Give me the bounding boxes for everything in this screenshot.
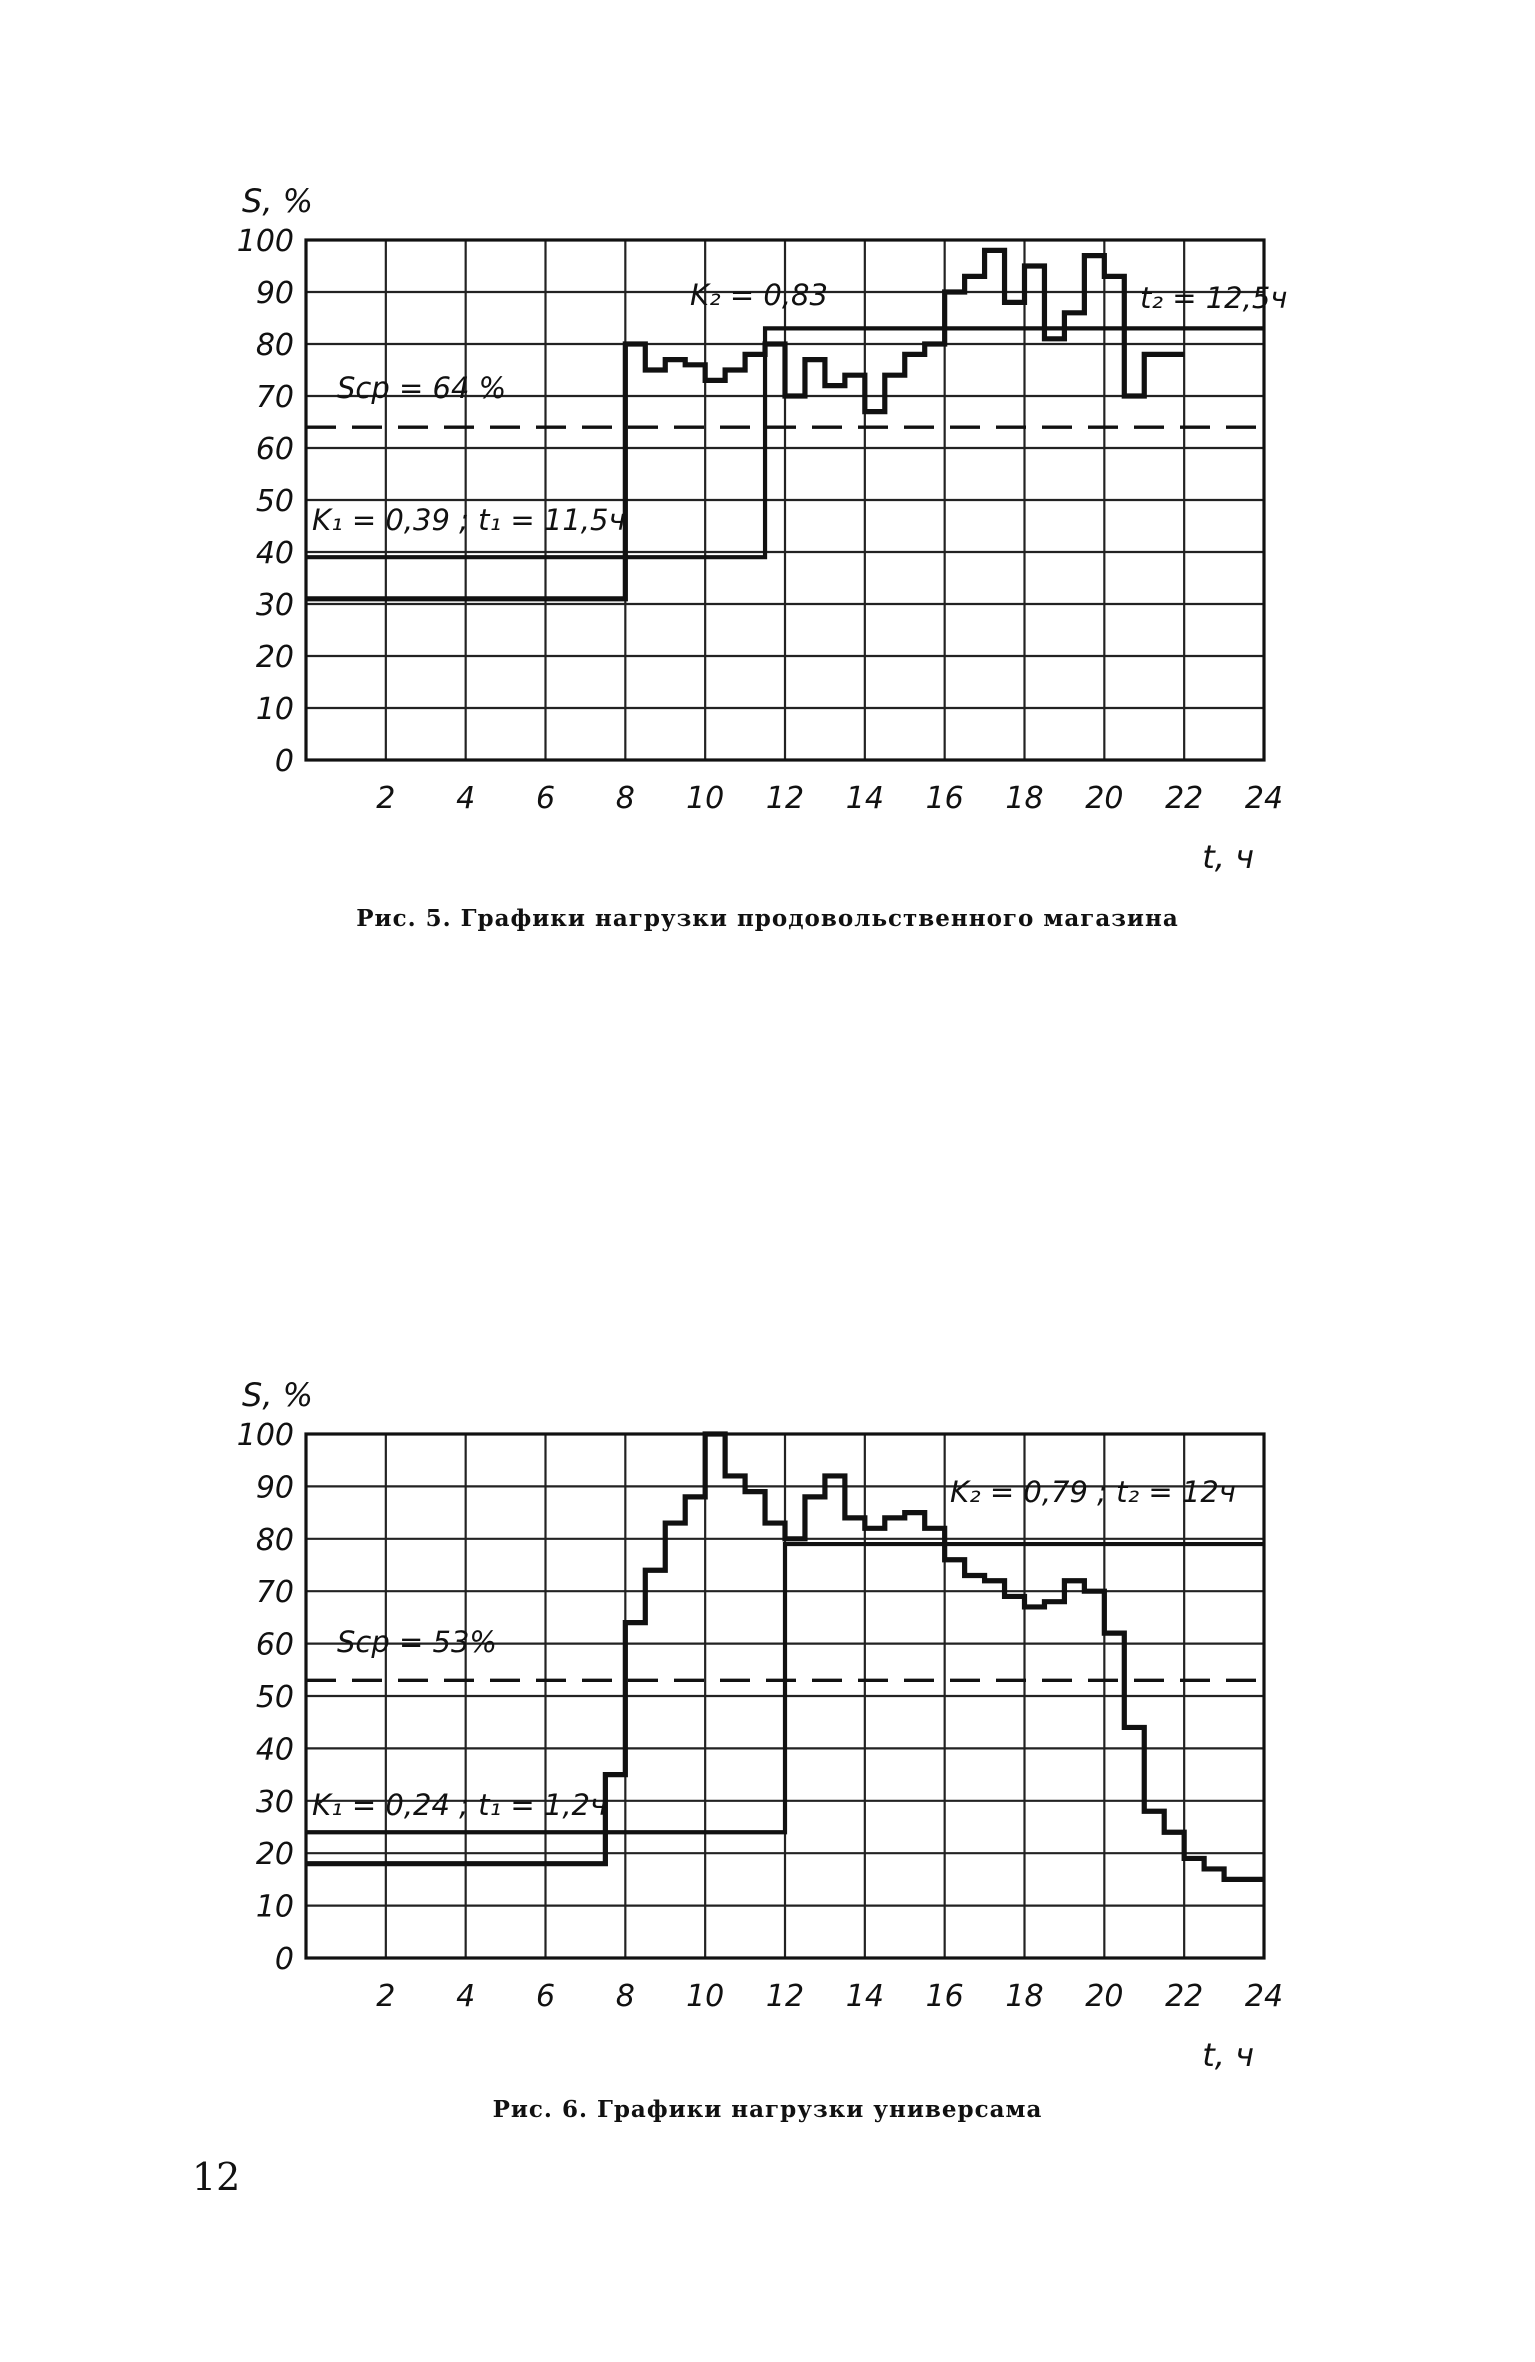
c1-x-tick-label: 2 <box>376 781 396 816</box>
c1-annotation-k2: K₂ = 0,83 <box>690 278 828 312</box>
c1-x-tick-label: 6 <box>535 781 556 816</box>
c2-x-tick-label: 8 <box>615 1979 635 2014</box>
c2-x-tick-label: 6 <box>535 1979 556 2014</box>
c2-x-tick-label: 14 <box>845 1979 884 2014</box>
c1-x-tick-label: 10 <box>686 781 725 816</box>
c2-y-tick-label: 80 <box>255 1522 294 1558</box>
c1-annotation-k1: K₁ = 0,39 ; t₁ = 11,5ч <box>312 503 626 537</box>
c2-y-tick-label: 100 <box>236 1418 294 1453</box>
c1-x-tick-label: 8 <box>615 781 635 816</box>
c2-y-axis-label: S, % <box>242 1376 314 1414</box>
c2-x-axis-label: t, ч <box>1202 2036 1254 2074</box>
c2-x-tick-label: 20 <box>1085 1979 1124 2014</box>
c2-x-tick-label: 16 <box>925 1979 964 2014</box>
c2-x-tick-label: 22 <box>1165 1979 1204 2014</box>
c2-x-tick-label: 4 <box>456 1979 476 2014</box>
c2-y-tick-label: 90 <box>255 1470 294 1506</box>
c1-x-tick-label: 20 <box>1085 781 1124 816</box>
c1-y-tick-label: 10 <box>255 692 294 727</box>
c1-x-axis-label: t, ч <box>1202 838 1254 876</box>
c1-x-tick-label: 18 <box>1005 781 1044 816</box>
c1-y-tick-label: 40 <box>255 536 294 571</box>
c2-y-tick-label: 0 <box>274 1942 294 1977</box>
c2-annotation-k1: K₁ = 0,24 ; t₁ = 1,2ч <box>312 1788 608 1822</box>
c2-y-tick-label: 20 <box>255 1837 294 1873</box>
c2-average-label: Sср = 53% <box>337 1625 497 1659</box>
page-number: 12 <box>192 2155 241 2199</box>
c2-y-tick-label: 70 <box>255 1575 294 1611</box>
c1-y-tick-label: 30 <box>255 588 294 623</box>
c1-x-tick-label: 12 <box>765 781 805 816</box>
c2-x-tick-label: 18 <box>1005 1979 1044 2014</box>
c2-x-tick-label: 2 <box>376 1979 396 2014</box>
c1-y-tick-label: 50 <box>255 484 294 519</box>
caption-food-store: Рис. 5. Графики нагрузки продовольственного магазина <box>356 905 1179 932</box>
c1-y-tick-label: 70 <box>255 380 294 415</box>
c1-y-tick-label: 80 <box>255 328 294 363</box>
c2-y-tick-label: 40 <box>255 1732 294 1768</box>
c1-y-axis-label: S, % <box>242 182 314 220</box>
c2-x-tick-label: 10 <box>686 1979 725 2014</box>
c1-y-tick-label: 90 <box>255 276 294 311</box>
c2-y-tick-label: 50 <box>255 1680 294 1715</box>
c2-y-tick-label: 60 <box>255 1627 294 1663</box>
c1-x-tick-label: 24 <box>1244 781 1284 816</box>
c1-x-tick-label: 4 <box>456 781 476 816</box>
c1-y-tick-label: 100 <box>236 224 294 259</box>
c1-annotation-t2: t₂ = 12,5ч <box>1140 281 1288 315</box>
c1-x-tick-label: 22 <box>1165 781 1204 816</box>
c1-average-label: Sср = 64 % <box>337 371 507 405</box>
c1-y-tick-label: 60 <box>255 432 294 467</box>
c2-annotation-k2: K₂ = 0,79 ; t₂ = 12ч <box>950 1475 1236 1509</box>
c1-y-tick-label: 20 <box>255 640 294 675</box>
c2-x-tick-label: 12 <box>765 1979 805 2014</box>
c1-x-tick-label: 16 <box>925 781 964 816</box>
c2-y-tick-label: 30 <box>255 1784 294 1820</box>
c1-x-tick-label: 14 <box>845 781 884 816</box>
c2-x-tick-label: 24 <box>1244 1979 1284 2014</box>
caption-supermarket: Рис. 6. Графики нагрузки универсама <box>492 2096 1043 2123</box>
c2-y-tick-label: 10 <box>255 1889 294 1925</box>
c1-y-tick-label: 0 <box>274 744 294 779</box>
